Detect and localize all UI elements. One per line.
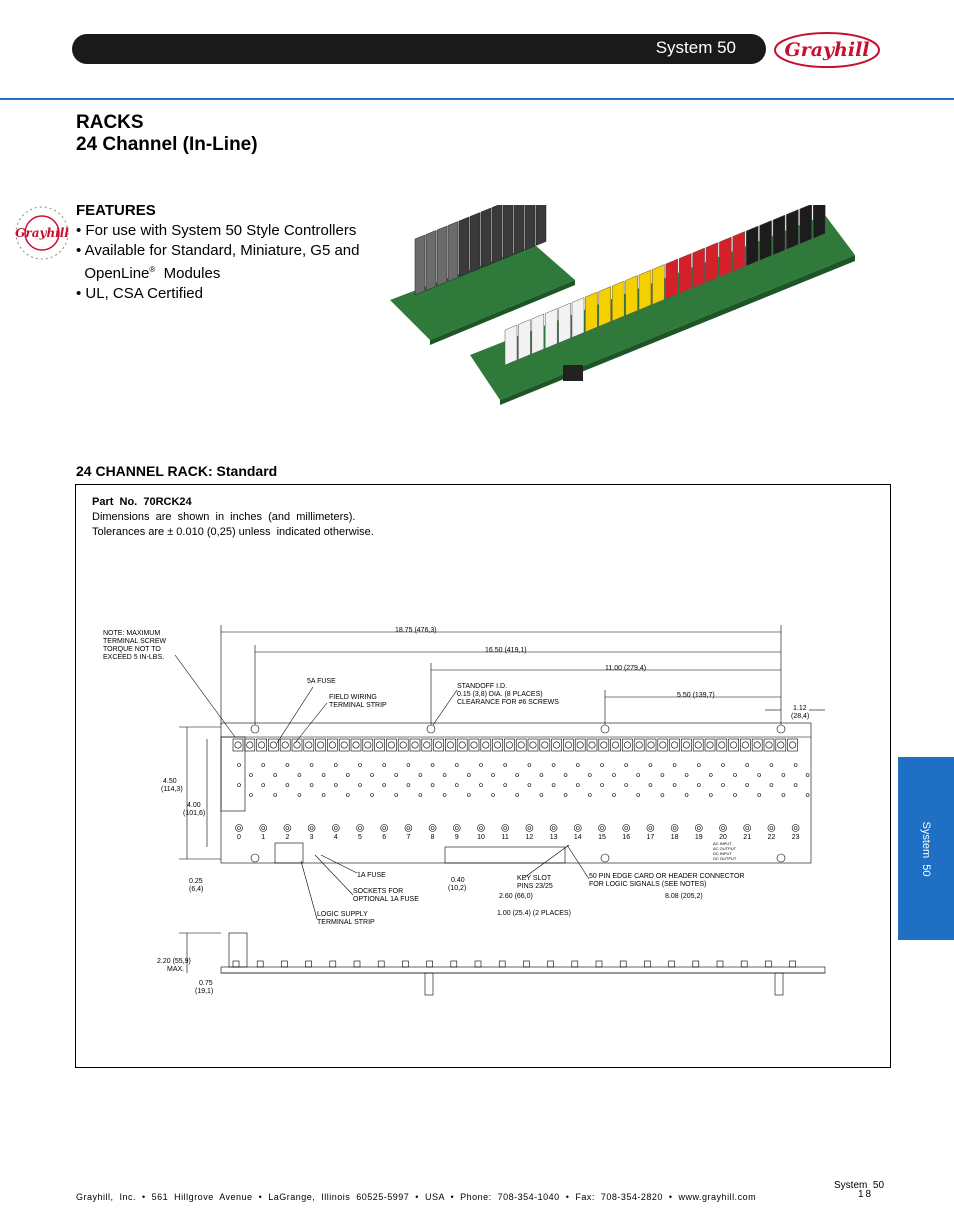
feature-item: • For use with System 50 Style Controllers xyxy=(76,222,357,239)
channel-led xyxy=(623,825,630,832)
channel-led xyxy=(284,825,291,832)
dim-label: (19,1) xyxy=(195,988,214,995)
channel-led xyxy=(381,825,388,832)
header-rule xyxy=(0,98,954,100)
key-slot-label: PINS 23/25 xyxy=(517,883,553,890)
channel-led xyxy=(502,825,509,832)
channel-label: 15 xyxy=(598,834,606,841)
side-section-tab xyxy=(898,757,954,940)
tolerances-note: Tolerances are ± 0.010 (0,25) unless indicated otherwise. xyxy=(92,526,374,538)
channel-led xyxy=(236,825,243,832)
key-slot-label: KEY SLOT xyxy=(517,875,552,882)
footer-system: System 50 xyxy=(834,1180,885,1191)
channel-led xyxy=(260,825,267,832)
channel-led xyxy=(695,825,702,832)
channel-led xyxy=(550,825,557,832)
channel-led xyxy=(720,825,727,832)
dim-label: (101,6) xyxy=(183,810,206,817)
section-heading: 24 CHANNEL RACK: Standard xyxy=(76,463,278,479)
dim-label: 1.00 (25.4) (2 PLACES) xyxy=(497,910,571,917)
channel-label: 3 xyxy=(309,834,314,841)
standoff-label: CLEARANCE FOR #6 SCREWS xyxy=(457,699,559,706)
channel-label: 17 xyxy=(646,834,655,841)
dim-label: (28,4) xyxy=(791,713,810,720)
channel-label: 23 xyxy=(791,834,800,841)
sockets-label: SOCKETS FOR xyxy=(353,888,404,895)
dim-label: 0.40 xyxy=(451,877,465,884)
legend-item: DC INPUT xyxy=(713,851,732,856)
channel-led xyxy=(792,825,799,832)
channel-led xyxy=(308,825,315,832)
channel-label: 19 xyxy=(694,834,703,841)
dim-label: 5.50 (139,7) xyxy=(677,692,715,699)
fuse1a-label: 1A FUSE xyxy=(357,872,386,879)
dim-label: 2.20 (55,9) xyxy=(157,958,191,965)
field-wiring-label: FIELD WIRING xyxy=(329,694,377,701)
logic-supply-label: LOGIC SUPPLY xyxy=(317,911,368,918)
channel-label: 21 xyxy=(743,834,752,841)
features-heading: FEATURES xyxy=(76,202,156,219)
dim-label: 2.60 (66,0) xyxy=(499,893,533,900)
standoff-label: STANDOFF I.D. xyxy=(457,683,508,690)
channel-led xyxy=(574,825,581,832)
header-bar xyxy=(72,34,766,64)
channel-led xyxy=(768,825,775,832)
channel-led xyxy=(405,825,412,832)
channel-label: 4 xyxy=(333,834,338,841)
page-subtitle: 24 Channel (In-Line) xyxy=(76,134,258,155)
channel-label: 5 xyxy=(358,834,362,841)
channel-led xyxy=(478,825,485,832)
dim-label: (114,3) xyxy=(161,786,183,793)
channel-label: 20 xyxy=(719,834,727,841)
note-text: TERMINAL SCREW xyxy=(103,638,167,645)
dim-label: MAX. xyxy=(167,966,185,973)
page-title: RACKS xyxy=(76,112,144,133)
channel-led xyxy=(357,825,364,832)
channel-label: 14 xyxy=(573,834,582,841)
fuse5a-label: 5A FUSE xyxy=(307,678,336,685)
channel-label: 6 xyxy=(382,834,387,841)
connector-label: FOR LOGIC SIGNALS (SEE NOTES) xyxy=(589,881,707,888)
feature-item: • UL, CSA Certified xyxy=(76,284,203,302)
legend-item: AC INPUT xyxy=(713,841,732,846)
channel-led xyxy=(744,825,751,832)
channel-label: 22 xyxy=(767,834,776,841)
dim-label: 0.25 xyxy=(189,878,203,885)
channel-label: 8 xyxy=(430,834,435,841)
dim-label: 8.08 (205,2) xyxy=(665,893,703,900)
rack-dimension-drawing xyxy=(95,615,840,1035)
feature-item: • Available for Standard, Miniature, G5 and xyxy=(76,241,360,259)
feature-item: OpenLine® Modules xyxy=(76,265,221,282)
channel-label: 1 xyxy=(261,834,266,841)
note-text: TORQUE NOT TO xyxy=(103,646,161,653)
part-number: Part No. 70RCK24 xyxy=(92,496,192,508)
channel-label: 18 xyxy=(670,834,679,841)
channel-led xyxy=(332,825,339,832)
dim-label: 11.00 (279,4) xyxy=(605,665,647,672)
svg-text:Grayhill: Grayhill xyxy=(15,226,69,240)
channel-label: 13 xyxy=(549,834,558,841)
custom-engineered-seal xyxy=(12,200,72,270)
channel-led xyxy=(526,825,533,832)
dim-label: 18.75 (476,3) xyxy=(395,627,437,634)
legend-item: AC OUTPUT xyxy=(713,846,737,851)
header-title: System 50 xyxy=(655,38,736,57)
legend-item: DC OUTPUT xyxy=(713,856,737,861)
channel-label: 12 xyxy=(525,834,534,841)
channel-led xyxy=(647,825,654,832)
dim-label: 4.00 xyxy=(187,802,201,809)
channel-label: 16 xyxy=(622,834,631,841)
footer-page-number: 18 xyxy=(858,1189,874,1200)
dim-label: 4.50 xyxy=(163,778,177,785)
channel-led xyxy=(599,825,606,832)
note-text: NOTE: MAXIMUM xyxy=(103,630,161,637)
channel-led xyxy=(453,825,460,832)
channel-label: 2 xyxy=(285,834,290,841)
channel-led xyxy=(671,825,678,832)
connector-label: 50 PIN EDGE CARD OR HEADER CONNECTOR xyxy=(589,873,745,880)
channel-label: 11 xyxy=(501,834,509,841)
logic-supply-label: TERMINAL STRIP xyxy=(317,919,375,926)
svg-text:Grayhill: Grayhill xyxy=(784,39,870,61)
features-list xyxy=(76,221,359,303)
grayhill-logo xyxy=(772,30,882,70)
field-wiring-label: TERMINAL STRIP xyxy=(329,702,387,709)
channel-label: 0 xyxy=(237,834,241,841)
footer-address: Grayhill, Inc. • 561 Hillgrove Avenue • LaGrange, Illinois 60525-5997 • USA • Phone: 708-354-1040 • Fax: 708-354-2820 • www.grayhill.com xyxy=(76,1192,757,1202)
side-tab-label: System 50 xyxy=(920,820,932,877)
rack-product-photo xyxy=(385,205,855,410)
dimensions-note: Dimensions are shown in inches (and millimeters). xyxy=(92,511,356,523)
note-text: EXCEED 5 IN-LBS. xyxy=(103,654,165,661)
standoff-label: 0.15 (3,8) DIA. (8 PLACES) xyxy=(457,691,543,698)
dim-label: 16.50 (419,1) xyxy=(485,647,527,654)
channel-label: 7 xyxy=(406,834,411,841)
channel-led xyxy=(429,825,436,832)
channel-label: 10 xyxy=(477,834,485,841)
dim-label: (10,2) xyxy=(448,885,467,892)
channel-label: 9 xyxy=(454,834,459,841)
sockets-label: OPTIONAL 1A FUSE xyxy=(353,896,419,903)
dim-label: (6,4) xyxy=(189,886,204,893)
dim-label: 1.12 xyxy=(793,705,807,712)
dim-label: 0.75 xyxy=(199,980,213,987)
